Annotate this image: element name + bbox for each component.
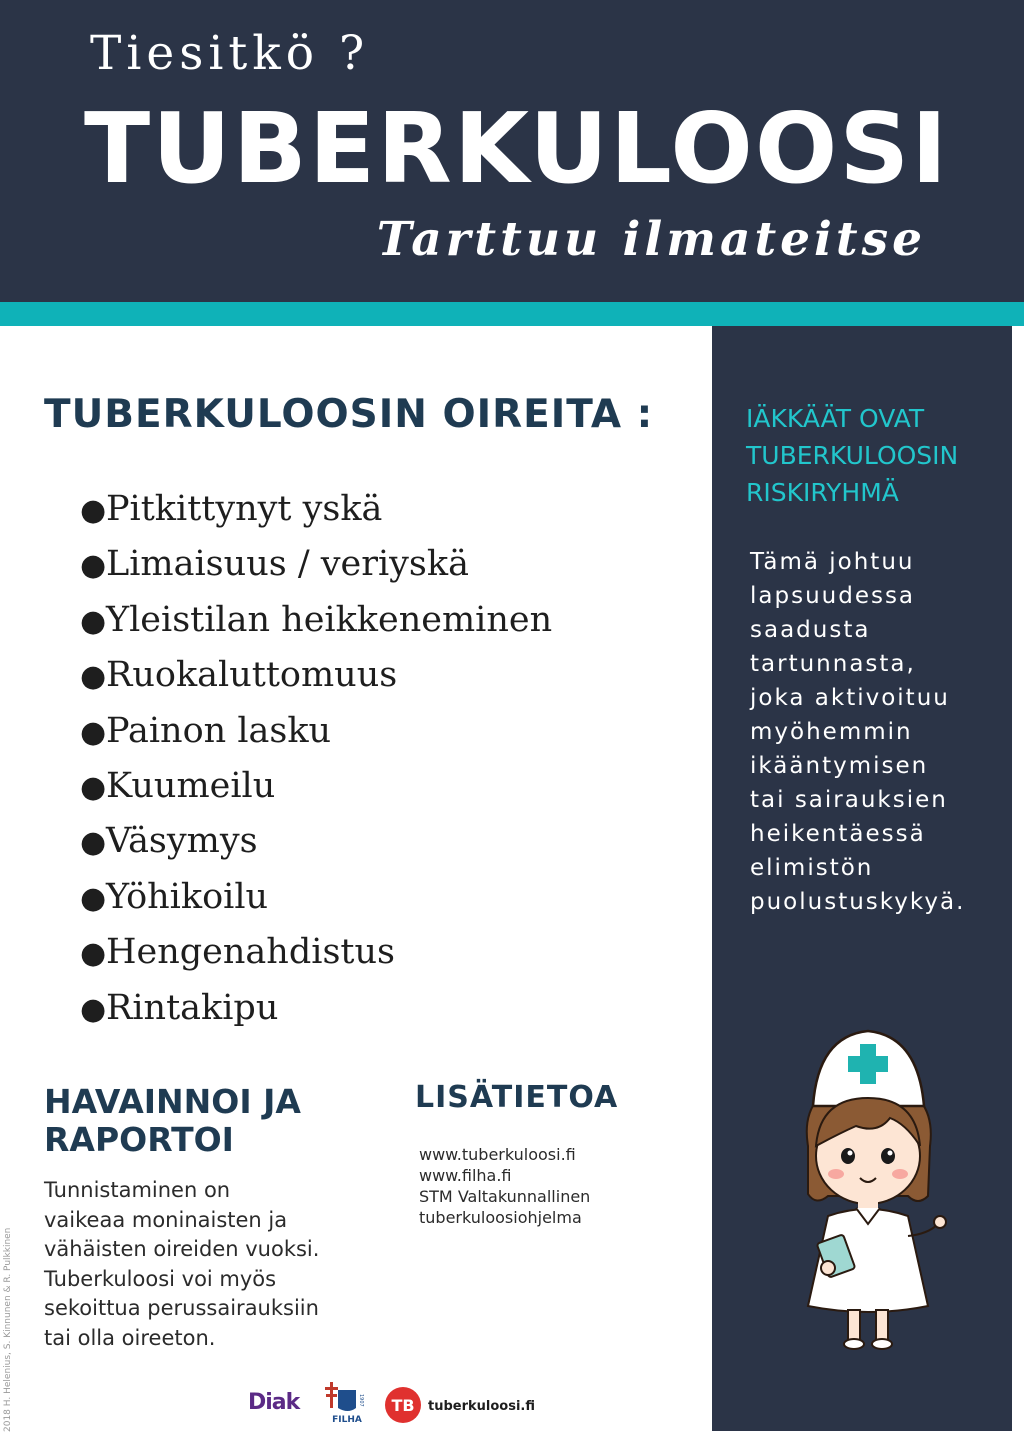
bullet-icon: ●	[80, 991, 107, 1027]
bullet-icon: ●	[80, 825, 107, 861]
credit-text: 2018 H. Helenius, S. Kinnunen & R. Pulkkinen	[3, 1227, 13, 1432]
bullet-icon: ●	[80, 548, 107, 584]
nurse-illustration	[778, 1006, 958, 1351]
bullet-icon: ●	[80, 714, 107, 750]
list-item: ●Limaisuus / veriyskä	[80, 537, 552, 592]
observe-body-text: Tunnistaminen on vaikeaa moninaisten ja vähäisten oireiden vuoksi. Tuberkuloosi voi myös sekoittua perussairauksiin tai olla oireeton.	[44, 1178, 320, 1350]
bullet-icon: ●	[80, 659, 107, 695]
filha-label: FILHA	[332, 1415, 362, 1425]
list-item: ●Väsymys	[80, 814, 552, 869]
risk-body-text: Tämä johtuu lapsuudessa saadusta tartunnasta, joka aktivoituu myöhemmin ikääntymisen tai sairauksien heikentäessä elimistön puolustuskykyä.	[750, 549, 966, 915]
teal-stripe	[0, 302, 1024, 326]
more-info-heading: LISÄTIETOA	[415, 1080, 619, 1115]
bullet-icon: ●	[80, 493, 107, 528]
list-item: ●Yöhikoilu	[80, 870, 552, 925]
list-item: ●Rintakipu	[80, 981, 552, 1036]
page-subtitle: Tarttuu ilmateitse	[376, 212, 926, 267]
observe-heading: HAVAINNOI JA RAPORTOI	[44, 1082, 301, 1159]
tb-site-text: tuberkuloosi.fi	[428, 1399, 535, 1414]
bullet-icon: ●	[80, 880, 107, 916]
risk-sidebar	[712, 326, 1012, 1431]
list-item: ●Pitkittynyt yskä	[80, 482, 552, 537]
tb-logo	[384, 1386, 422, 1424]
list-item: ●Kuumeilu	[80, 759, 552, 814]
tb-mark: TB	[391, 1396, 415, 1415]
more-info-line: tuberkuloosiohjelma	[419, 1208, 582, 1227]
bullet-icon: ●	[80, 936, 107, 972]
page-title: TUBERKULOOSI	[84, 92, 950, 205]
filha-year: 1907	[358, 1394, 364, 1407]
bullet-icon: ●	[80, 769, 107, 805]
list-item: ●Yleistilan heikkeneminen	[80, 593, 552, 648]
symptoms-heading: TUBERKULOOSIN OIREITA :	[44, 392, 654, 437]
more-info-link[interactable]: www.filha.fi	[419, 1166, 512, 1185]
list-item: ●Painon lasku	[80, 704, 552, 759]
kicker-text: Tiesitkö ?	[90, 26, 370, 81]
diak-logo: Diak	[248, 1390, 300, 1415]
list-item: ●Ruokaluttomuus	[80, 648, 552, 703]
bullet-icon: ●	[80, 603, 107, 639]
risk-heading: IÄKKÄÄT OVAT TUBERKULOOSIN RISKIRYHMÄ	[746, 404, 959, 507]
list-item: ●Hengenahdistus	[80, 925, 552, 980]
more-info-line: STM Valtakunnallinen	[419, 1187, 591, 1206]
more-info-list	[419, 1144, 590, 1228]
more-info-link[interactable]: www.tuberkuloosi.fi	[419, 1145, 576, 1164]
filha-logo	[322, 1378, 362, 1426]
symptoms-list	[80, 482, 552, 1036]
